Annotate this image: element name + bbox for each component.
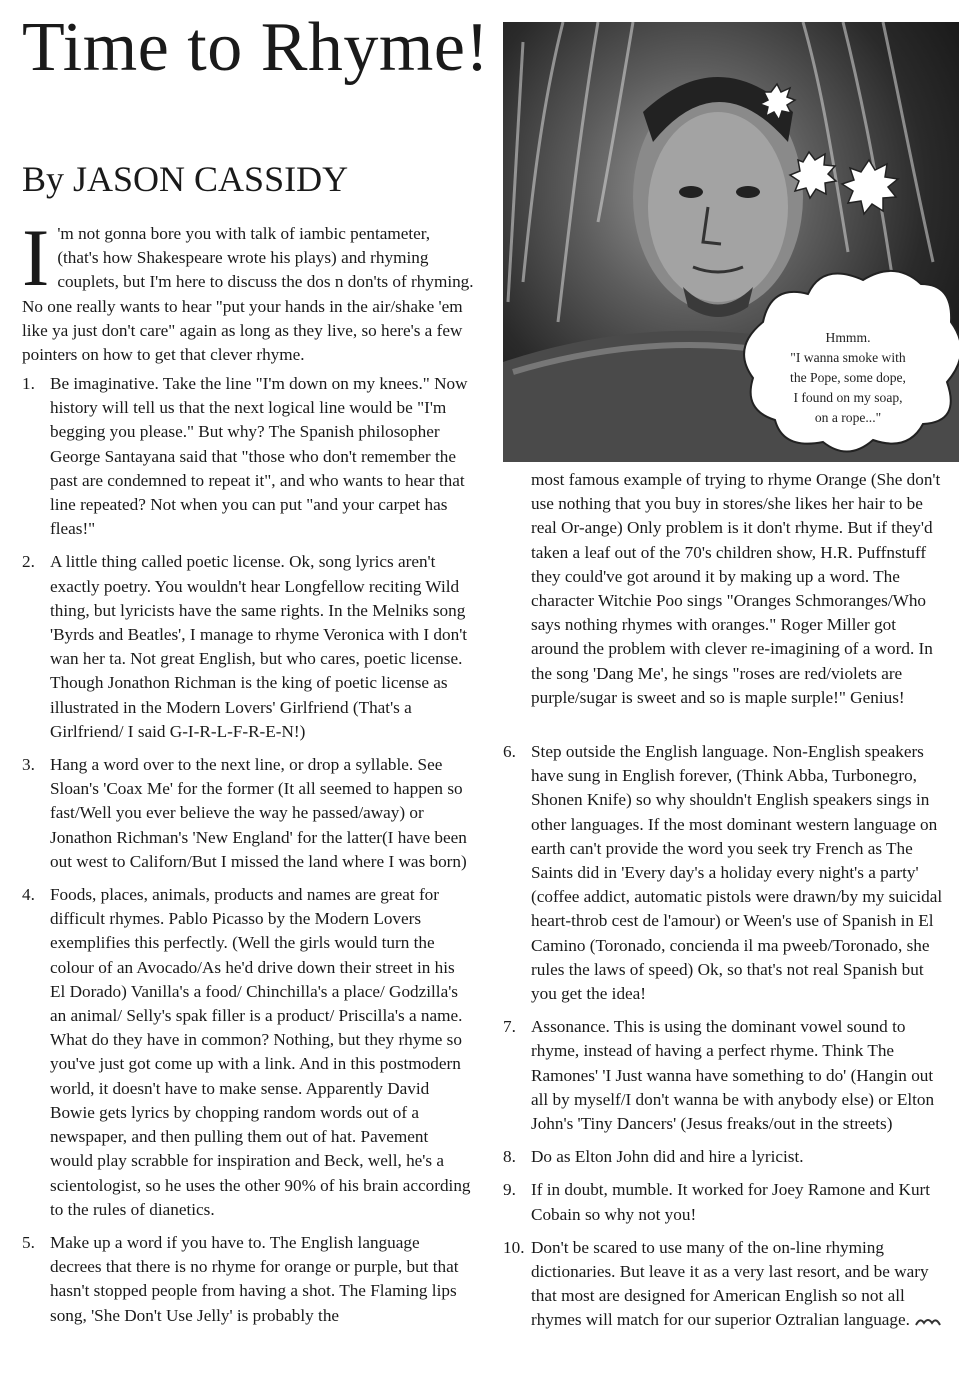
tips-list-left [22, 372, 474, 1337]
article-title: Time to Rhyme! [22, 9, 490, 86]
list-item [22, 883, 474, 1222]
item-text: If in doubt, mumble. It worked for Joey Ramone and Kurt Cobain so why not you! [531, 1180, 931, 1224]
list-item [503, 1145, 943, 1169]
list-item [22, 1231, 474, 1328]
item-number: 4. [22, 885, 35, 905]
intro-paragraph [22, 212, 474, 367]
tips-list-right [503, 740, 943, 1342]
item-text: Make up a word if you have to. The English language decrees that there is no rhyme for orange or purple, but that hasn't stopped people from having a shot. The Flaming lips song, 'She Don't Use Jelly' is probably the [50, 1232, 459, 1325]
bubble-line: Hmmm. [825, 330, 871, 345]
item-number: 2. [22, 552, 35, 572]
item-text: A little thing called poetic license. Ok, song lyrics aren't exactly poetry. You wouldn't hear Longfellow reciting Wild thing, but lyricists have the same rights. In the Melniks song 'Byrds and Beatles', I manage to rhyme Veronica with I don't wan her ta. Not great English, but who cares, poetic license. Though Jonathon Richman is the king of poetic license as illustrated in the Modern Lovers' Girlfriend (That's a Girlfriend/ I said G-I-R-L-F-R-E-N!) [50, 552, 468, 741]
list-item [22, 372, 474, 541]
list-item [22, 550, 474, 744]
item-text: Be imaginative. Take the line "I'm down on my knees." Now history will tell us that the next logical line would be "I'm begging you please." But why? The Spanish philosopher George Santayana said that "those who don't remember the past are condemned to repeat it", and who wants to hear that line repeated? Not when you can put "and your carpet has fleas!" [50, 374, 468, 539]
item-number: 3. [22, 755, 35, 775]
speech-bubble-text [758, 328, 938, 428]
item-number: 7. [503, 1017, 516, 1037]
item-text: Assonance. This is using the dominant vowel sound to rhyme, instead of having a perfect rhyme. Think The Ramones' 'I Just wanna have something to do' (Hangin out all by myself/I don't wanna be with anybody else) or Elton John's 'Tiny Dancers' (Jesus freaks/out in the streets) [531, 1017, 935, 1134]
item-number: 6. [503, 742, 516, 761]
item-number: 5. [22, 1232, 35, 1252]
item-5-continued: most famous example of trying to rhyme Orange (She don't use nothing that you buy in stores/she likes her hair to be real Or-ange) Only problem is it don't rhyme. But if they'd taken a leaf out of the 70's children show, H.R. Puffnstuff they could've got around it by making up a word. The character Witchie Poo sings "Oranges Schmoranges/Who says nothing rhymes with oranges." Roger Miller got around the problem with clever re-imagining of a word. In the song 'Dang Me', he sings "roses are red/violets are purple/sugar is sweet and so is maple surple!" Genius! [531, 470, 941, 707]
bubble-line: on a rope..." [814, 410, 882, 425]
intro-text: 'm not gonna bore you with talk of iambic pentameter, (that's how Shakespeare wrote his plays) and rhyming couplets, but I'm here to discuss the dos n don'ts of rhyming. No one really wants to hear "put your hands in the air/shake 'em like ya just don't care" again as long as they live, so here's a few pointers on how to get that clever rhyme. [22, 224, 474, 365]
item-number: 9. [503, 1180, 516, 1200]
list-item [503, 1178, 943, 1226]
item-text: Foods, places, animals, products and names are great for difficult rhymes. Pablo Picasso by the Modern Lovers exemplifies this perfectly. (Well the girls would turn the colour of an Avocado/As he'd drive down their street in his El Dorado) Vanilla's a food/ Chinchilla's a place/ Godzilla's an animal/ Selly's spak filler is a product/ Priscilla's a name. What do they have in common? Nothing, but they rhyme so you've just got come up with a link. And in this postmodern world, it doesn't have to make sense. Apparently David Bowie gets lyrics by chopping random words out of a newspaper, and then pulling them out of hat. Pavement would play scrabble for inspiration and Beck, well, he's a scientologist, so he uses the other 90% of his brain according to the rules of dianetics. [50, 885, 471, 1219]
bubble-line: "I wanna smoke with [790, 350, 906, 365]
byline: By JASON CASSIDY [22, 159, 349, 199]
list-item [503, 1236, 943, 1333]
item-number: 8. [503, 1147, 516, 1167]
list-item [22, 753, 474, 874]
list-item [503, 1015, 943, 1136]
bubble-line: I found on my soap, [793, 390, 903, 405]
item-number: 1. [22, 374, 35, 393]
list-item [503, 740, 943, 1006]
magazine-logo-icon [914, 1315, 942, 1329]
drop-cap: I [22, 212, 50, 303]
item-text: Do as Elton John did and hire a lyricist. [531, 1147, 804, 1167]
item-number: 10. [503, 1237, 525, 1257]
item-text: Don't be scared to use many of the on-line rhyming dictionaries. But leave it as a very last resort, and be wary that most are designed for American English so not all rhymes will match for our superior Oztralian language. [531, 1237, 929, 1330]
bubble-line: the Pope, some dope, [790, 370, 906, 385]
item-text: Hang a word over to the next line, or drop a syllable. See Sloan's 'Coax Me' for the former (It all seemed to happen so fast/Well you ever believe the way he passed/away) or Jonathon Richman's 'New England' for the latter(I have been out west to Californ/But I missed the land where I was born) [50, 755, 467, 871]
item-text: Step outside the English language. Non-English speakers have sung in English forever, (Think Abba, Turbonegro, Shonen Knife) so why shouldn't English speakers sings in other languages. If the most dominant western language on earth can't provide the word you seek try French as The Saints did in 'Every day's a holiday every night's a party' (coffee addict, automatic pistols were drawn/by my suicidal heart-throb cest de l'amour) or Ween's use of Spanish in El Camino (Toronado, concienda il ma pweeb/Toronado, she rules the laws of speed) Ok, so that's not real Spanish but you get the idea! [531, 742, 943, 1004]
